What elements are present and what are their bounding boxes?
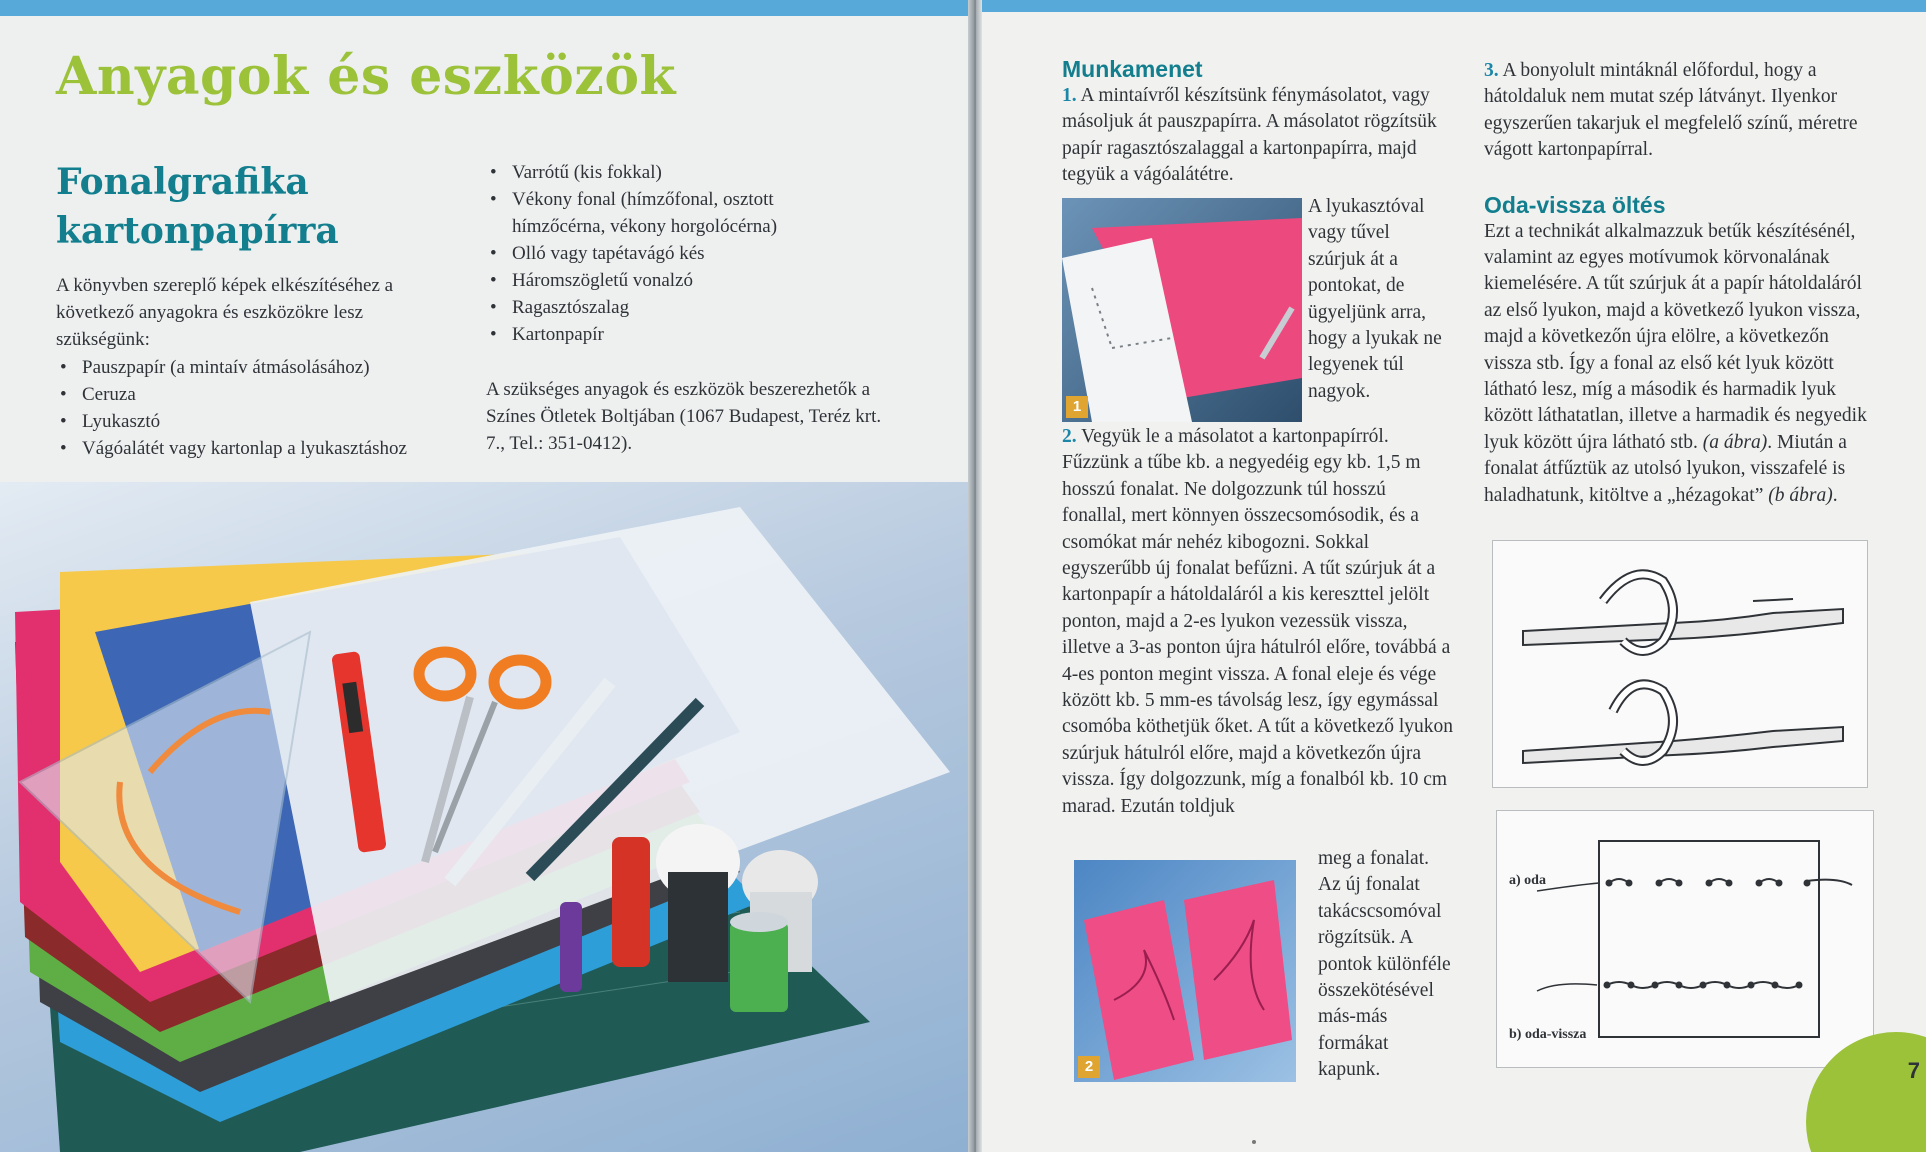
page-title: Anyagok és eszközök — [56, 46, 677, 107]
step1-photo — [1062, 198, 1302, 422]
step3-paragraph — [1484, 58, 1879, 164]
section-title — [56, 158, 416, 256]
knot-diagram-illustration — [1493, 541, 1867, 787]
knot-diagram — [1492, 540, 1868, 788]
list-item: • Varrótű (kis fokkal) — [486, 159, 866, 186]
materials-photo-illustration — [0, 482, 968, 1152]
materials-list-mid — [486, 159, 866, 348]
print-dot — [1252, 1140, 1256, 1144]
technique-paragraph — [1484, 219, 1879, 509]
book-spine — [968, 0, 982, 1152]
right-page — [982, 0, 1926, 1152]
diagram-label-b: b) oda-vissza — [1509, 1027, 1587, 1042]
list-item: • Kartonpapír — [486, 321, 866, 348]
step2-side-text: meg a fonalat. Az új fonalat takácscsomóval rögzítsük. A pontok különféle összekötésével más-más formákat kapunk. — [1318, 848, 1451, 1081]
step1-text: A mintaívről készítsünk fénymásolatot, vagy másoljuk át pauszpapírra. A másolatot rögzítsük papír ragasztószalaggal a kartonpapírra, majd tegyük a vágóalátétre. — [1062, 85, 1437, 186]
diagram-label-a: a) oda — [1509, 873, 1546, 888]
top-color-band — [982, 0, 1926, 12]
materials-photo — [0, 482, 968, 1152]
intro-paragraph: A könyvben szereplő képek elkészítéséhez a következő anyagokra és eszközökre lesz szükségünk: — [56, 275, 394, 350]
technique-text-a: Ezt a technikát alkalmazzuk betűk készítésénél, valamint az egyes motívumok körvonalának kiemelésére. A tűt szúrjuk át a papír hátoldaláról az első lyukon, majd a következő lyukon vissza, majd a következőn újra elölre, a következőn vissza stb. Így a fonal az első két lyuk között látható lesz, míg a második és harmadik lyuk között láthatatlan, illetve a harmadik és negyedik lyuk között újra látható stb. — [1484, 220, 1867, 453]
list-item: • Lyukasztó — [56, 408, 476, 435]
step1-number: 1. — [1062, 85, 1077, 106]
list-item: • Olló vagy tapétavágó kés — [486, 240, 866, 267]
list-item: • Pauszpapír (a mintaív átmásolásához) — [56, 354, 476, 381]
figure-ref-b: (b ábra) — [1768, 484, 1833, 506]
photo-number-badge: 2 — [1078, 1056, 1100, 1078]
figure-ref-a: (a ábra) — [1702, 431, 1768, 453]
step2-photo-illustration — [1074, 860, 1296, 1082]
list-item: • Háromszögletű vonalzó — [486, 267, 866, 294]
step3-number: 3. — [1484, 60, 1499, 81]
technique-text-b: . Miután a fonalat átfűztük az utolsó lyukon, visszafelé is haladhatunk, kitöltve a „hézagokat” — [1484, 431, 1847, 506]
section-title-line2: kartonpapírra — [56, 210, 339, 252]
top-color-band — [0, 0, 968, 16]
section-heading-oda-vissza: Oda-vissza öltés — [1484, 191, 1666, 218]
step2-text: Vegyük le a másolatot a kartonpapírról. Fűzzünk a tűbe kb. a negyedéig egy kb. 1,5 m hosszú fonalat. Ne dolgozzunk túl hosszú fonallal, mert könnyen összecsomósodik, és a csomókat már nehéz kibogozni. Sokkal egyszerűbb új fonalat befűzni. A tűt szúrjuk át a kartonpapír a hátoldaláról a kis kereszttel jelölt ponton, majd a 2-es lyukon vezessük vissza, illetve a 3-as ponton újra hátulról előre, továbbá a 4-es ponton megint vissza. A fonal eleje és vége között kb. 5 mm-es távolság lesz, így egymással csomóba köthetjük őket. A tűt a következő lyukon szúrjuk hátulról előre, majd a következőn újra vissza. Így dolgozzunk, míg a fonalból kb. 10 cm marad. Ezután toldjuk — [1062, 426, 1454, 817]
step2-photo — [1074, 860, 1296, 1082]
page-number: 7 — [1907, 1058, 1920, 1083]
list-item: • Ragasztószalag — [486, 294, 866, 321]
shop-note: A szükséges anyagok és eszközök beszerezhetők a Színes Ötletek Boltjában (1067 Budapest, Teréz krt. 7., Tel.: 351-0412). — [486, 379, 882, 454]
list-item: • Ceruza — [56, 381, 476, 408]
step1-photo-illustration — [1062, 198, 1302, 422]
materials-list-left — [56, 354, 476, 462]
photo-number-badge: 1 — [1066, 396, 1088, 418]
step1-paragraph — [1062, 83, 1442, 189]
list-item: • Vékony fonal (hímzőfonal, osztott hímzőcérna, vékony horgolócérna) — [486, 186, 866, 240]
instructions-column — [1062, 56, 1442, 189]
stitch-diagram — [1496, 810, 1874, 1068]
technique-column — [1484, 58, 1879, 509]
list-item: • Vágóalátét vagy kartonlap a lyukasztáshoz — [56, 435, 476, 462]
step2-paragraph — [1062, 424, 1454, 820]
section-heading-munkamenet: Munkamenet — [1062, 56, 1203, 82]
step3-text: A bonyolult mintáknál előfordul, hogy a hátoldaluk nem mutat szép látványt. Ilyenkor egyszerűen takarjuk el megfelelő színű, méretre vágott kartonpapírral. — [1484, 60, 1858, 161]
step1-side-text: A lyukasztóval vagy tűvel szúrjuk át a pontokat, de ügyeljünk arra, hogy a lyukak ne legyenek túl nagyok. — [1308, 196, 1442, 402]
technique-text-c: . — [1832, 484, 1838, 506]
step2-number: 2. — [1062, 426, 1077, 447]
section-title-line1: Fonalgrafika — [56, 161, 309, 203]
